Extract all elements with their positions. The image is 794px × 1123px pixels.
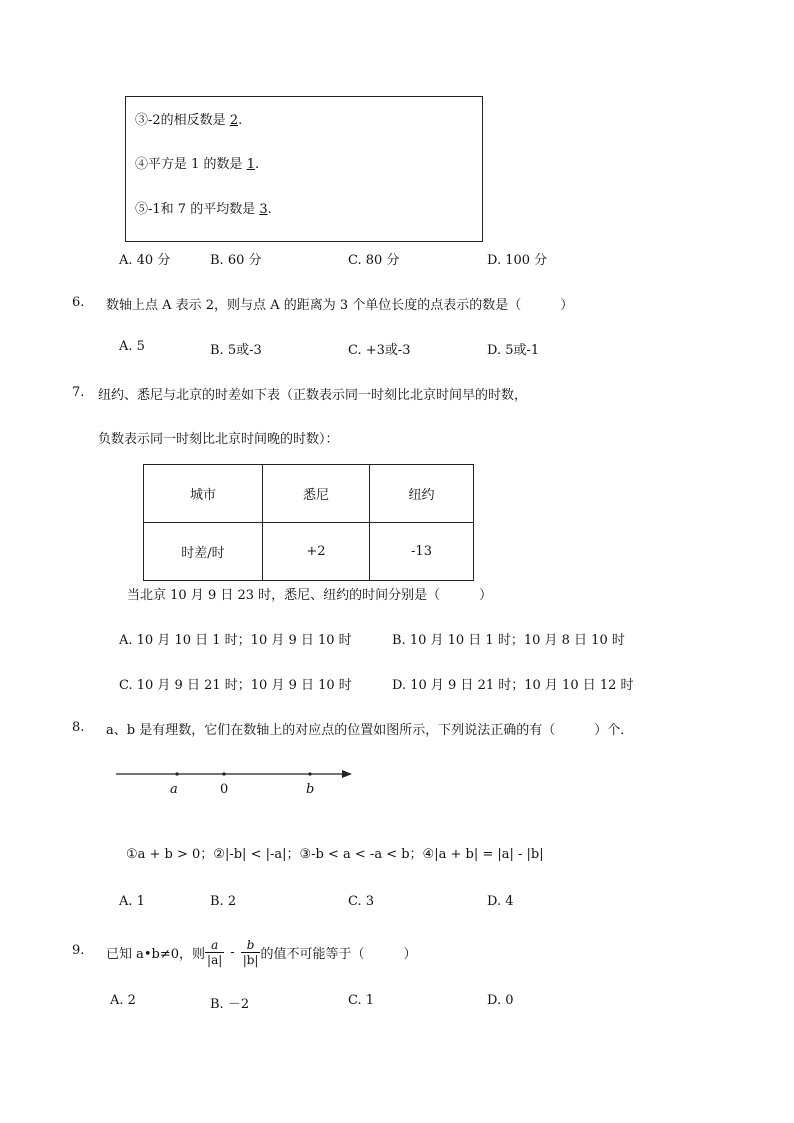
q9-number: 9.	[72, 943, 85, 958]
number-line	[110, 762, 360, 802]
q9-option-b: B. －2	[210, 997, 250, 1012]
point-a	[175, 772, 178, 775]
statements-box	[125, 96, 483, 242]
statement-5-end: .	[267, 202, 272, 217]
q7-number: 7.	[72, 385, 85, 400]
fraction-1-numerator: a	[205, 938, 224, 953]
statement-3	[135, 109, 242, 128]
point-zero	[222, 772, 225, 775]
statement-4-end: .	[254, 157, 260, 172]
fraction-a-over-abs-a	[205, 938, 224, 967]
statement-4-answer: 1	[246, 157, 255, 172]
q7-text-line1: 纽约、悉尼与北京的时差如下表（正数表示同一时刻比北京时间早的时数，	[98, 388, 528, 403]
q5-option-c: C. 80 分	[348, 253, 400, 268]
q9-option-d: D. 0	[487, 993, 514, 1008]
table-row	[144, 465, 474, 523]
q5-option-b: B. 60 分	[210, 253, 262, 268]
axis-label-a: a	[170, 782, 178, 797]
statement-3-text: ③-2的相反数是	[135, 113, 226, 128]
q8-option-d: D. 4	[487, 894, 514, 909]
table-cell-sydney: +2	[263, 523, 370, 581]
q5-option-d: D. 100 分	[487, 253, 548, 268]
q9-text-after: 的值不可能等于（ ）	[260, 946, 417, 962]
table-header-city: 城市	[144, 465, 263, 523]
q6-option-b: B. 5或-3	[210, 343, 262, 358]
q9-text-before: 已知 a•b≠0，则	[106, 946, 206, 962]
table-row	[144, 523, 474, 581]
q8-option-b: B. 2	[210, 894, 237, 909]
q9-text	[106, 934, 417, 970]
fraction-2-denominator: |b|	[242, 952, 259, 967]
q9-option-a: A. 2	[110, 993, 136, 1008]
axis-label-b: b	[306, 782, 315, 797]
q7-option-a: A. 10 月 10 日 1 时；10 月 9 日 10 时	[119, 633, 352, 648]
q6-text: 数轴上点 A 表示 2，则与点 A 的距离为 3 个单位长度的点表示的数是（ ）	[106, 298, 574, 313]
minus-sign: -	[230, 944, 235, 960]
q8-statements: ①a + b > 0；②|-b| < |-a|；③-b < a < -a < b；④|a + b| = |a| - |b|	[126, 847, 544, 862]
statement-3-end: .	[238, 113, 243, 128]
fraction-b-over-abs-b	[241, 938, 261, 967]
q7-option-d: D. 10 月 9 日 21 时；10 月 10 日 12 时	[392, 678, 634, 693]
q7-option-b: B. 10 月 10 日 1 时；10 月 8 日 10 时	[392, 633, 625, 648]
timezone-table	[143, 464, 474, 581]
q6-option-d: D. 5或-1	[487, 343, 540, 358]
q7-text-line2: 负数表示同一时刻比北京时间晚的时数）：	[98, 432, 339, 447]
q6-option-c: C. +3或-3	[348, 343, 411, 358]
q8-option-a: A. 1	[119, 894, 145, 909]
axis-label-zero: 0	[220, 782, 229, 797]
statement-4-text: ④平方是 1 的数是	[135, 157, 243, 172]
table-header-sydney: 悉尼	[263, 465, 370, 523]
q5-option-a: A. 40 分	[119, 253, 171, 268]
q8-option-c: C. 3	[348, 894, 375, 909]
q6-number: 6.	[72, 295, 85, 310]
q6-option-a: A. 5	[119, 339, 145, 354]
table-cell-newyork: -13	[370, 523, 474, 581]
fraction-1-denominator: |a|	[207, 952, 223, 967]
arrow-head-icon	[342, 770, 352, 778]
statement-5-text: ⑤-1和 7 的平均数是	[135, 202, 256, 217]
table-header-newyork: 纽约	[370, 465, 474, 523]
table-cell-label: 时差/时	[144, 523, 263, 581]
q7-question: 当北京 10 月 9 日 23 时，悉尼、纽约的时间分别是（ ）	[127, 588, 493, 603]
q9-option-c: C. 1	[348, 993, 375, 1008]
statement-3-answer: 2	[229, 113, 239, 128]
statement-5-answer: 3	[259, 202, 268, 217]
q8-text: a、b 是有理数，它们在数轴上的对应点的位置如图所示，下列说法正确的有（ ）个．	[106, 723, 634, 738]
statement-5	[135, 198, 272, 217]
statement-4	[135, 153, 259, 172]
q8-number: 8.	[72, 720, 85, 735]
point-b	[308, 772, 311, 775]
q7-option-c: C. 10 月 9 日 21 时；10 月 9 日 10 时	[119, 678, 352, 693]
fraction-2-numerator: b	[241, 938, 261, 953]
